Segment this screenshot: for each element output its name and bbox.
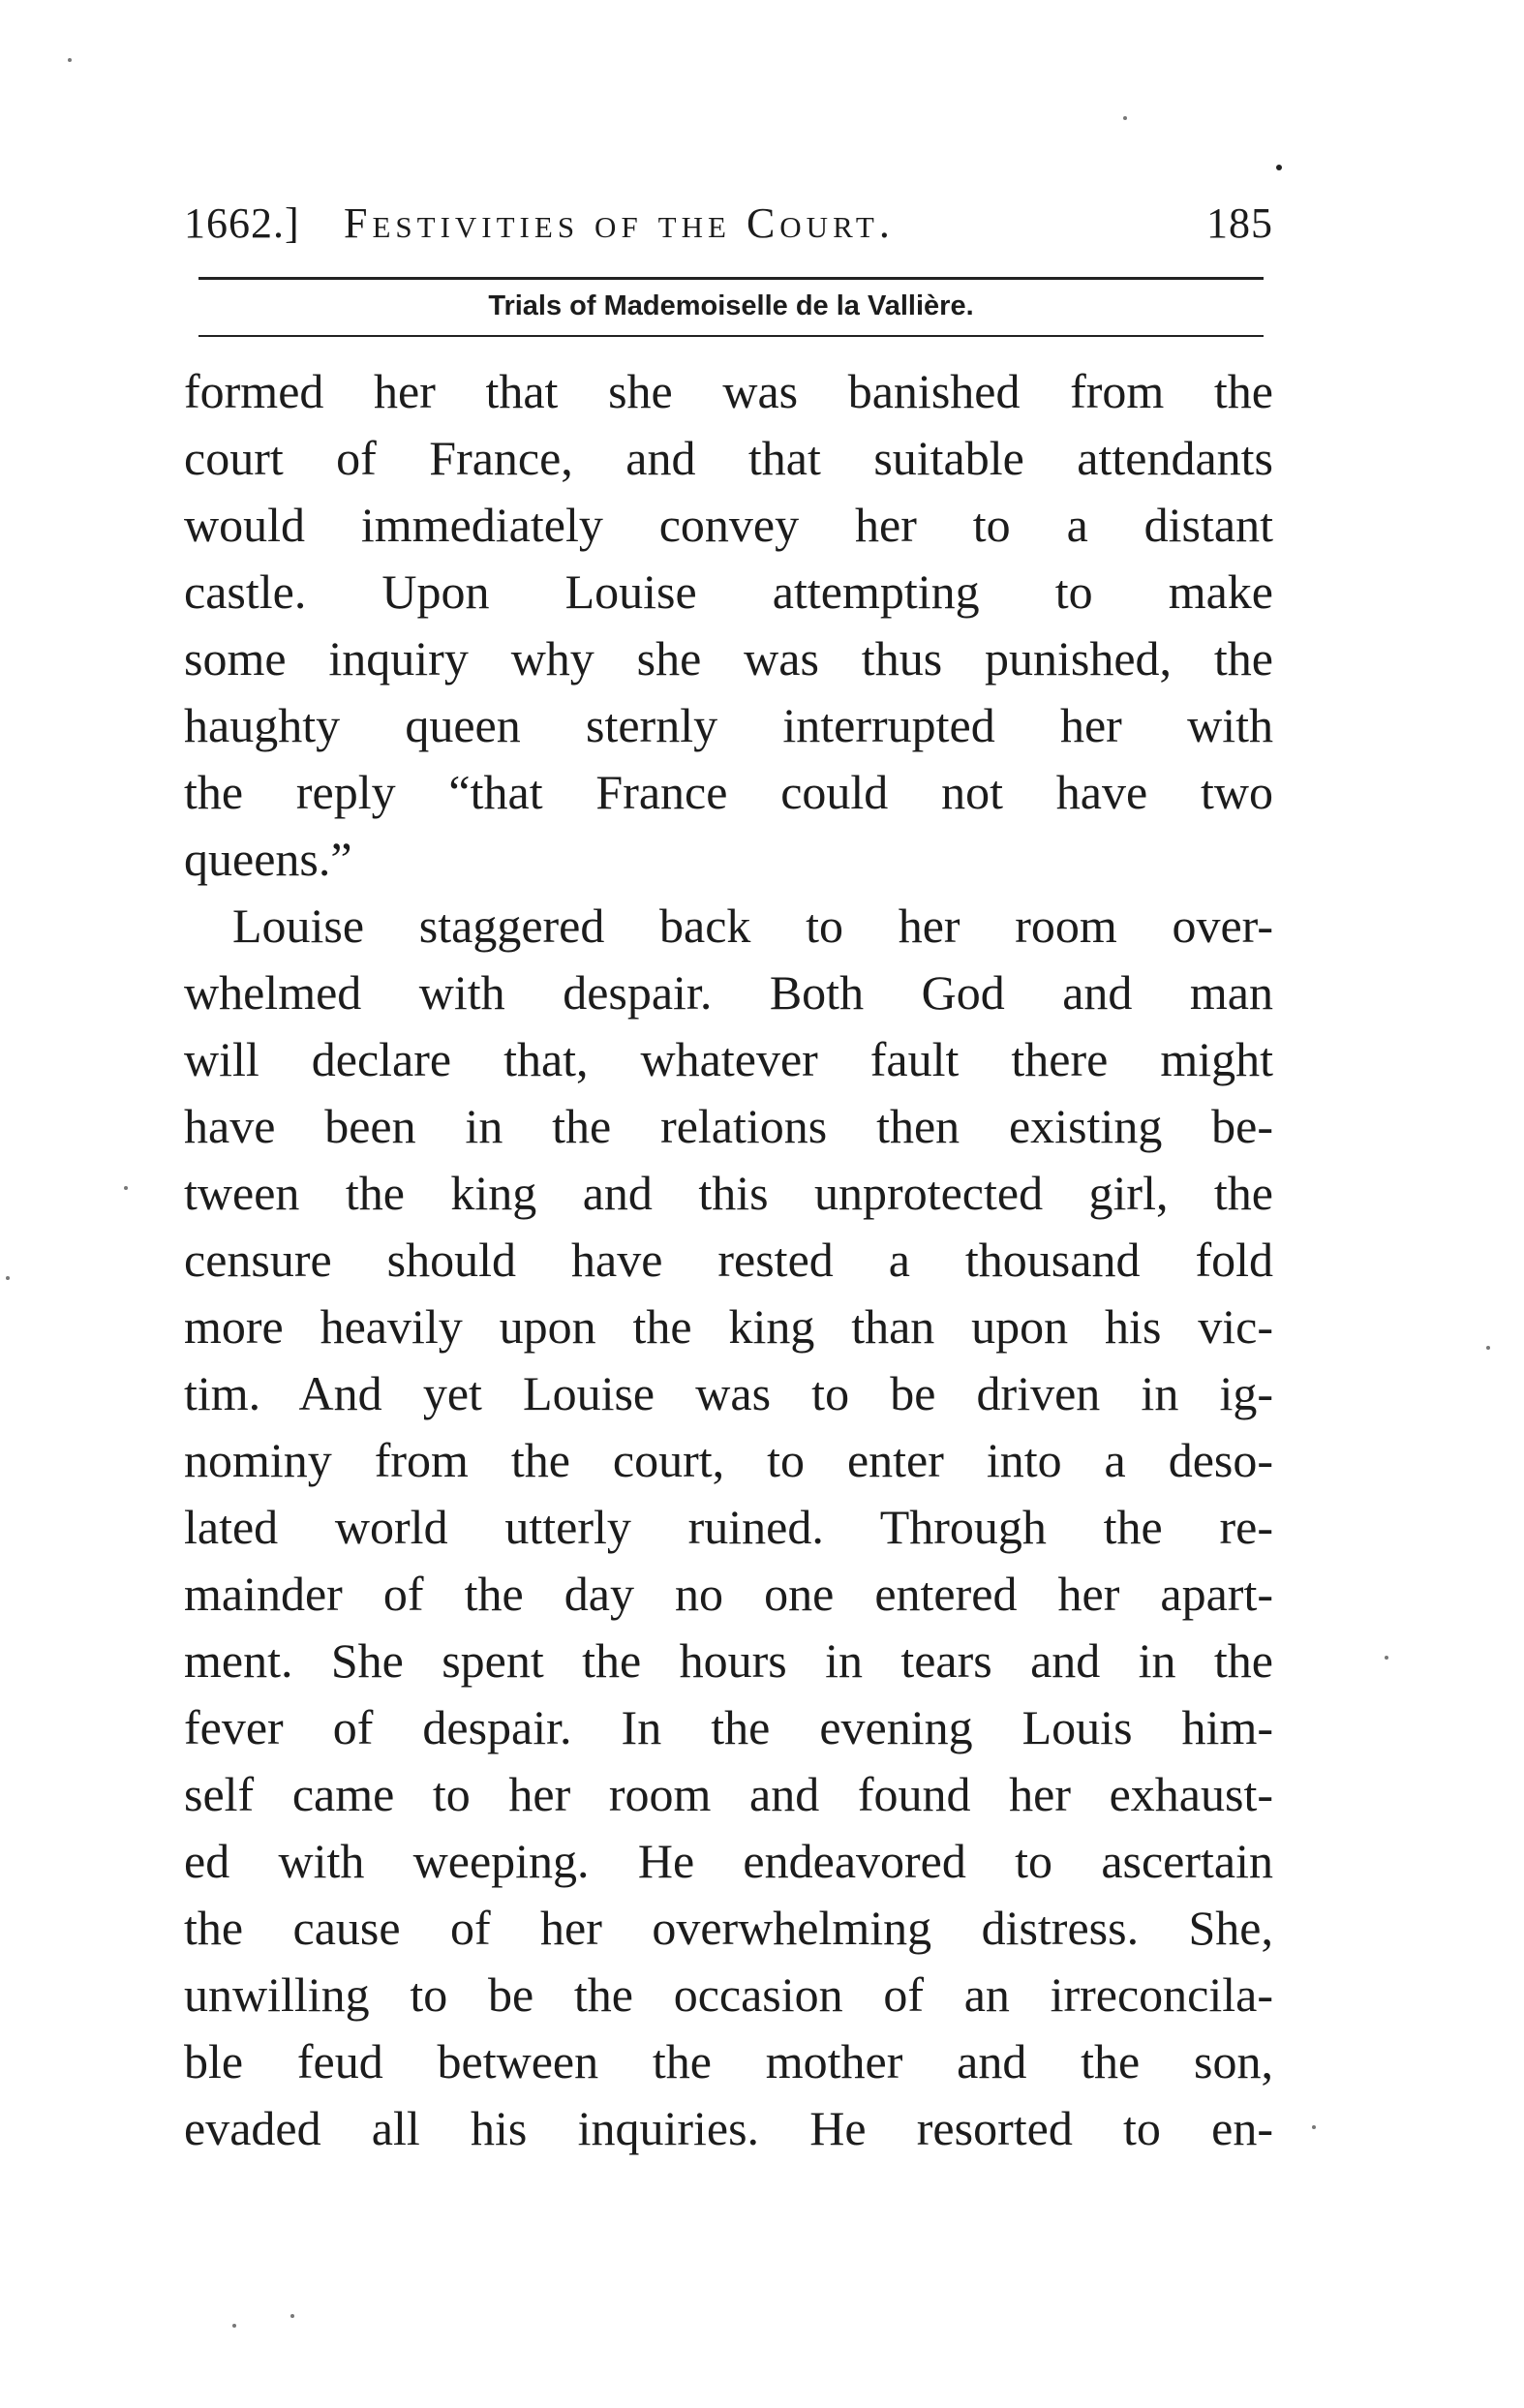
scan-speck [1123,116,1127,120]
text-line: the cause of her overwhelming distress. She, [184,1901,1273,1955]
text-line: queens.” [184,832,352,886]
text-line: evaded all his inquiries. He resorted to en- [184,2101,1273,2155]
text-line: some inquiry why she was thus punished, the [184,631,1273,686]
scan-speck [1486,1346,1490,1350]
text-line: haughty queen sternly interrupted her with [184,698,1273,752]
text-line: Louise staggered back to her room over- [232,899,1273,953]
text-line: unwilling to be the occasion of an irreconcila- [184,1967,1273,2022]
text-line: more heavily upon the king than upon his vic- [184,1299,1273,1354]
page-number: 185 [1206,199,1273,247]
text-line: fever of despair. In the evening Louis him- [184,1700,1273,1754]
scan-speck [1276,165,1282,170]
running-head-title: Festivities of the Court. [344,199,895,247]
text-line: ble feud between the mother and the son, [184,2034,1273,2088]
header-rule-top [198,277,1264,280]
running-head [184,192,1273,256]
scan-speck [1385,1656,1388,1660]
scan-speck [290,2314,294,2318]
text-line: self came to her room and found her exhaust- [184,1767,1273,1821]
text-line: nominy from the court, to enter into a deso- [184,1433,1273,1487]
text-line: tween the king and this unprotected girl, the [184,1166,1273,1220]
text-line: lated world utterly ruined. Through the re- [184,1500,1273,1554]
text-line: ed with weeping. He endeavored to ascertain [184,1834,1273,1888]
text-line: ment. She spent the hours in tears and in the [184,1633,1273,1688]
text-line: censure should have rested a thousand fold [184,1233,1273,1287]
scan-speck [68,58,72,62]
text-line: formed her that she was banished from the [184,364,1273,418]
text-line: castle. Upon Louise attempting to make [184,564,1273,619]
text-line: will declare that, whatever fault there might [184,1032,1273,1086]
text-line: the reply “that France could not have two [184,765,1273,819]
body-text [184,358,1273,2162]
text-line: mainder of the day no one entered her apart- [184,1567,1273,1621]
scan-speck [124,1186,128,1190]
scan-speck [1312,2125,1316,2129]
header-rule-bottom [198,335,1264,337]
text-line: whelmed with despair. Both God and man [184,965,1273,1020]
section-subheading: Trials of Mademoiselle de la Vallière. [488,290,974,321]
scan-speck [232,2324,236,2328]
text-line: would immediately convey her to a distant [184,498,1273,552]
text-line: have been in the relations then existing be- [184,1099,1273,1153]
running-head-year: 1662.] [184,199,300,247]
scan-speck [6,1276,10,1280]
text-line: court of France, and that suitable attendants [184,431,1273,485]
text-line: tim. And yet Louise was to be driven in ig- [184,1366,1273,1420]
